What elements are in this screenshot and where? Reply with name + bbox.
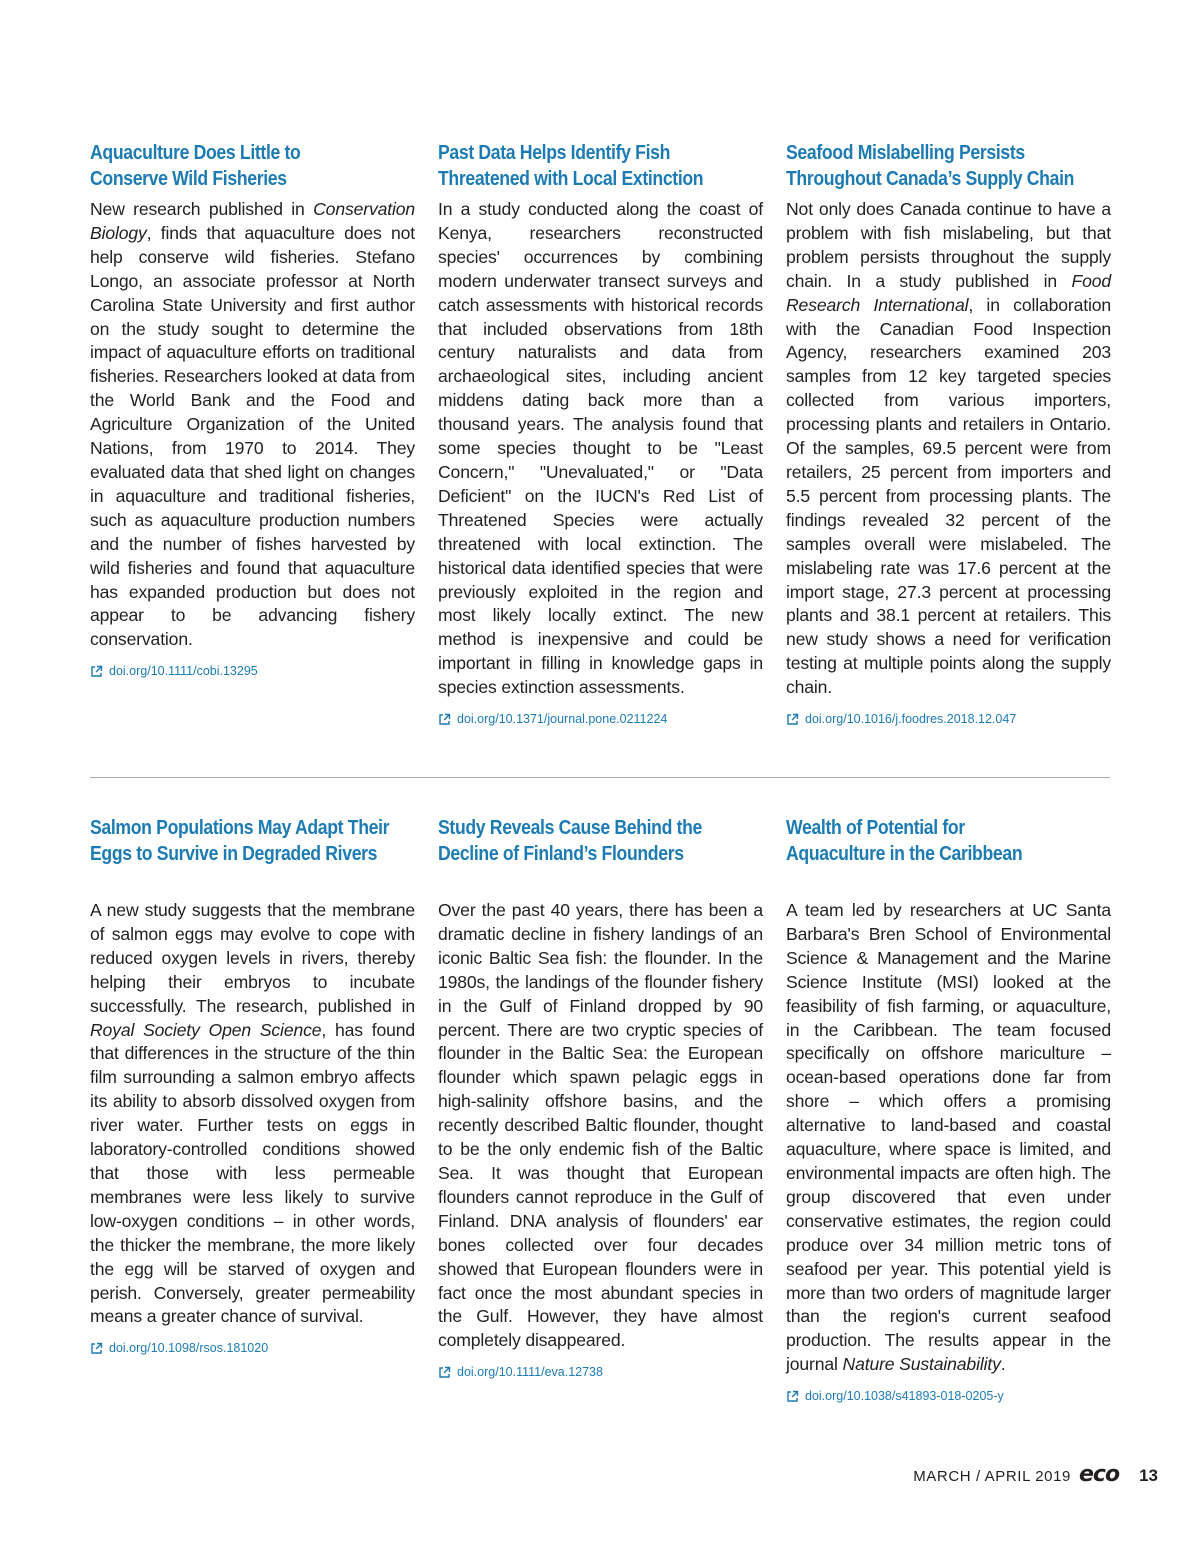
external-link-icon (90, 665, 103, 678)
article-body: A new study suggests that the membrane of salmon eggs may evolve to cope with reduced oxygen levels in rivers, thereby helping their embryos to incubate successfully. The research, published in Royal Society Open Science, has found that differences in the structure of the thin film surrounding a salmon embryo affects its ability to absorb dissolved oxygen from river water. Further tests on eggs in laboratory-controlled conditions showed that those with less permeable membranes were less likely to survive low-oxygen conditions – in other words, the thicker the membrane, the more likely the egg will be starved of oxygen and perish. Conversely, greater permeability means a greater chance of survival. (90, 900, 415, 1327)
doi-text[interactable]: doi.org/10.1016/j.foodres.2018.12.047 (805, 712, 1017, 727)
article-caribbean-aquaculture (786, 815, 1111, 1403)
doi-link[interactable] (786, 712, 1111, 726)
doi-text[interactable]: doi.org/10.1371/journal.pone.0211224 (457, 712, 668, 727)
section-divider (90, 777, 1110, 778)
page-number: 13 (1139, 1466, 1158, 1485)
article-title: Aquaculture Does Little to Conserve Wild Fisheries (90, 141, 301, 190)
article-body: A team led by researchers at UC Santa Barbara's Bren School of Environmental Science & Management and the Marine Science Institute (MSI) looked at the feasibility of fish farming, or aquaculture, in the Caribbean. The team focused specifically on offshore mariculture – ocean-based operations done far from shore – which offers a promising alternative to land-based and coastal aquaculture, where space is limited, and environmental impacts are often high. The group discovered that even under conservative estimates, the region could produce over 34 million metric tons of seafood per year. This potential yield is more than two orders of magnitude larger than the region's current seafood production. The results appear in the journal Nature Sustainability. (786, 900, 1111, 1375)
magazine-logo: eco (1079, 1462, 1120, 1487)
doi-link[interactable] (786, 1389, 1111, 1403)
external-link-icon (438, 713, 451, 726)
article-title: Salmon Populations May Adapt Their Eggs to Survive in Degraded Rivers (90, 816, 390, 865)
external-link-icon (786, 713, 799, 726)
doi-link[interactable] (90, 664, 415, 678)
article-finland-flounders (438, 815, 763, 1379)
issue-date: MARCH / APRIL 2019 (913, 1468, 1071, 1485)
article-body: In a study conducted along the coast of Kenya, researchers reconstructed species' occurrences by combining modern underwater transect surveys and catch assessments with historical records that included observations from 18th century naturalists and data from archaeological sites, including ancient middens dating back more than a thousand years. The analysis found that some species thought to be "Least Concern," "Unevaluated," or "Data Deficient" on the IUCN's Red List of Threatened Species were actually threatened with local extinction. The historical data identified species that were previously exploited in the region and most likely locally extinct. The new method is inexpensive and could be important in filling in knowledge gaps in species extinction assessments. (438, 199, 763, 698)
article-body: Not only does Canada continue to have a problem with fish mislabeling, but that problem persists throughout the supply chain. In a study published in Food Research International, in collaboration with the Canadian Food Inspection Agency, researchers examined 203 samples from 12 key targeted species collected from various importers, processing plants and retailers in Ontario. Of the samples, 69.5 percent were from retailers, 25 percent from importers and 5.5 percent from processing plants. The findings revealed 32 percent of the samples overall were mislabeled. The mislabeling rate was 17.6 percent at the import stage, 27.3 percent at processing plants and 38.1 percent at retailers. This new study shows a need for verification testing at multiple points along the supply chain. (786, 199, 1111, 698)
article-body: Over the past 40 years, there has been a dramatic decline in fishery landings of an iconic Baltic Sea fish: the flounder. In the 1980s, the landings of the flounder fishery in the Gulf of Finland dropped by 90 percent. There are two cryptic species of flounder in the Baltic Sea: the European flounder which spawn pelagic eggs in high-salinity offshore basins, and the recently described Baltic flounder, thought to be the only endemic fish of the Baltic Sea. It was thought that European flounders cannot reproduce in the Gulf of Finland. DNA analysis of flounders' ear bones collected over four decades showed that European flounders were in fact once the most abundant species in the Gulf. However, they have almost completely disappeared. (438, 900, 763, 1351)
external-link-icon (438, 1366, 451, 1379)
article-title: Wealth of Potential for Aquaculture in the Caribbean (786, 816, 1023, 865)
article-title: Past Data Helps Identify Fish Threatened with Local Extinction (438, 141, 704, 190)
doi-link[interactable] (90, 1341, 415, 1355)
article-aquaculture-wild-fisheries (90, 140, 415, 678)
doi-text[interactable]: doi.org/10.1111/cobi.13295 (109, 664, 258, 679)
article-body: New research published in Conservation Biology, finds that aquaculture does not help conserve wild fisheries. Stefano Longo, an associate professor at North Carolina State University and first author on the study sought to determine the impact of aquaculture efforts on traditional fisheries. Researchers looked at data from the World Bank and the Food and Agriculture Organization of the United Nations, from 1970 to 2014. They evaluated data that shed light on changes in aquaculture and traditional fisheries, such as aquaculture production numbers and the number of fishes harvested by wild fisheries and found that aquaculture has expanded production but does not appear to be advancing fishery conservation. (90, 199, 415, 650)
article-salmon-eggs (90, 815, 415, 1355)
article-seafood-mislabelling (786, 140, 1111, 726)
doi-link[interactable] (438, 712, 763, 726)
external-link-icon (90, 1342, 103, 1355)
doi-link[interactable] (438, 1365, 763, 1379)
doi-text[interactable]: doi.org/10.1038/s41893-018-0205-y (805, 1389, 1004, 1404)
article-title: Seafood Mislabelling Persists Throughout Canada’s Supply Chain (786, 141, 1075, 190)
doi-text[interactable]: doi.org/10.1111/eva.12738 (457, 1365, 603, 1380)
page-footer (913, 1462, 1158, 1487)
article-title: Study Reveals Cause Behind the Decline of Finland’s Flounders (438, 816, 703, 865)
doi-text[interactable]: doi.org/10.1098/rsos.181020 (109, 1341, 269, 1356)
external-link-icon (786, 1390, 799, 1403)
article-past-data-fish (438, 140, 763, 726)
